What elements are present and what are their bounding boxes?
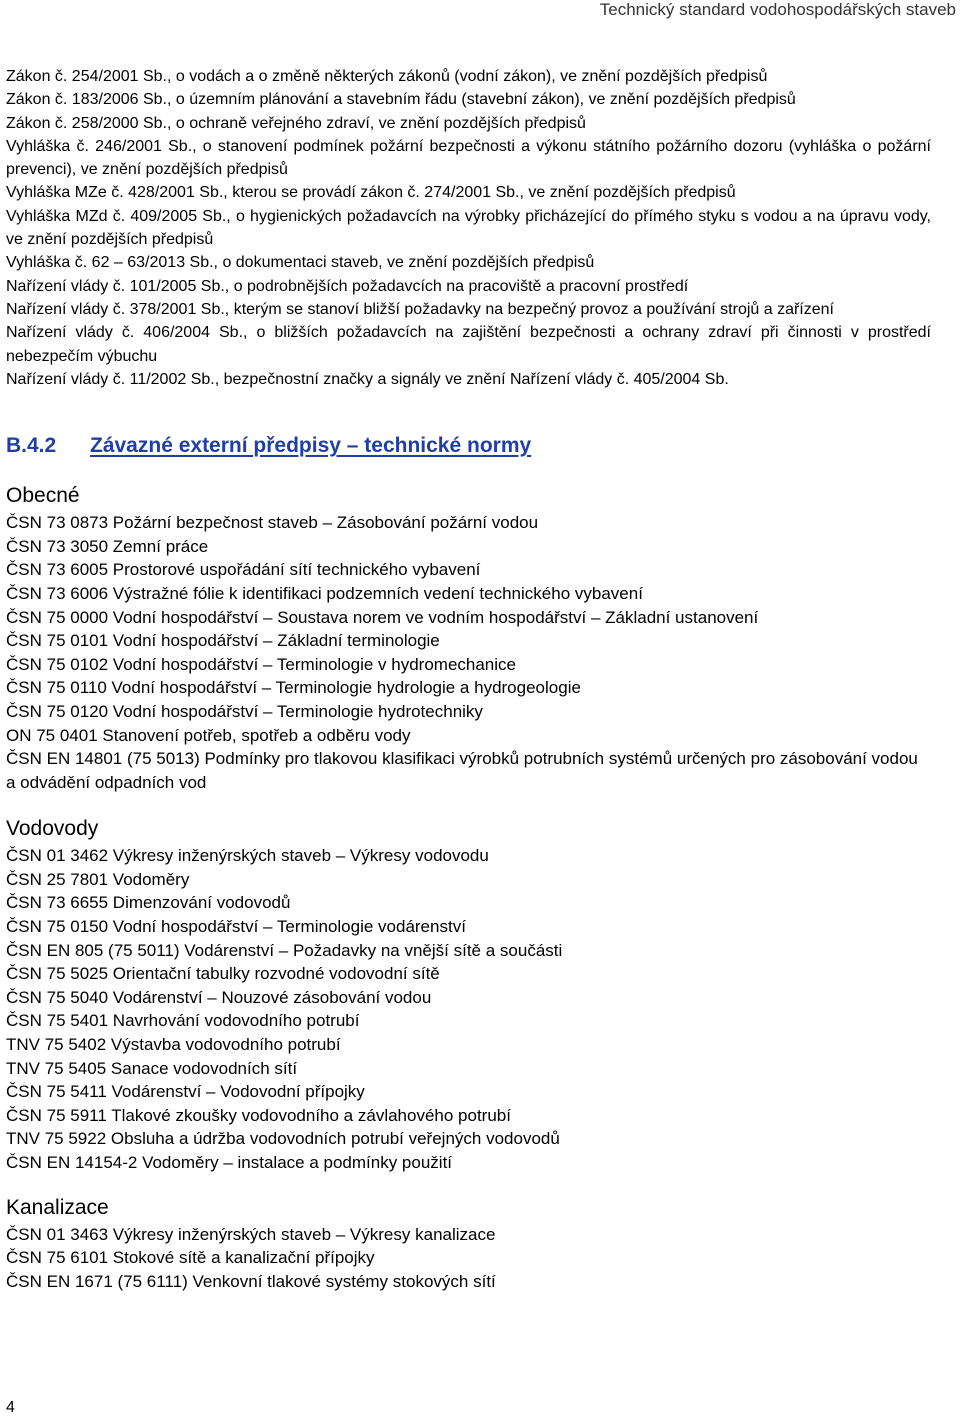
standards-list-obecne	[6, 511, 931, 794]
law-item: Nařízení vlády č. 406/2004 Sb., o bližších požadavcích na zajištění bezpečnosti a ochrany zdraví při činnosti v prostředí nebezpečím výbuchu	[6, 324, 931, 365]
law-item: Zákon č. 183/2006 Sb., o územním plánování a stavebním řádu (stavební zákon), ve znění pozdějších předpisů	[6, 91, 796, 109]
standard-item: ČSN EN 805 (75 5011) Vodárenství – Požadavky na vnější sítě a součásti	[6, 940, 563, 960]
standard-item: ČSN 25 7801 Vodoměry	[6, 869, 190, 889]
standard-item: ČSN 73 3050 Zemní práce	[6, 536, 209, 556]
standard-item: ČSN 75 0102 Vodní hospodářství – Terminologie v hydromechanice	[6, 654, 516, 674]
standard-item: ČSN EN 14154-2 Vodoměry – instalace a podmínky použití	[6, 1153, 453, 1172]
section-title: Závazné externí předpisy – technické normy	[90, 434, 532, 458]
standard-item: ČSN 75 5040 Vodárenství – Nouzové zásobování vodou	[6, 987, 432, 1007]
group-obecne	[6, 483, 931, 794]
group-kanalizace	[6, 1195, 931, 1294]
law-item: Zákon č. 254/2001 Sb., o vodách a o změně některých zákonů (vodní zákon), ve znění pozdějších předpisů	[6, 68, 768, 85]
standard-item: ČSN EN 14801 (75 5013) Podmínky pro tlakovou klasifikaci výrobků potrubních systémů určených pro zásobování vodou a odvádění odpadních vod	[6, 749, 918, 792]
standard-item: TNV 75 5405 Sanace vodovodních sítí	[6, 1058, 298, 1078]
standard-item: ČSN 73 0873 Požární bezpečnost staveb – Zásobování požární vodou	[6, 513, 539, 533]
standard-item: ČSN 75 0000 Vodní hospodářství – Soustava norem ve vodním hospodářství – Základní ustanovení	[6, 607, 759, 627]
section-heading	[6, 432, 931, 460]
standard-item: ČSN 75 0110 Vodní hospodářství – Terminologie hydrologie a hydrogeologie	[6, 678, 581, 698]
standard-item: ON 75 0401 Stanovení potřeb, spotřeb a odběru vody	[6, 725, 411, 745]
standard-item: ČSN 01 3462 Výkresy inženýrských staveb – Výkresy vodovodu	[6, 846, 489, 866]
law-item: Vyhláška MZe č. 428/2001 Sb., kterou se provádí zákon č. 274/2001 Sb., ve znění pozdějších předpisů	[6, 184, 736, 202]
law-item: Vyhláška č. 246/2001 Sb., o stanovení podmínek požární bezpečnosti a výkonu státního požárního dozoru (vyhláška o požární prevenci), ve znění pozdějších předpisů	[6, 137, 931, 179]
standard-item: TNV 75 5402 Výstavba vodovodního potrubí	[6, 1035, 341, 1055]
standard-item: ČSN 75 0150 Vodní hospodářství – Terminologie vodárenství	[6, 917, 466, 937]
standard-item: ČSN 75 6101 Stokové sítě a kanalizační přípojky	[6, 1248, 375, 1268]
standard-item: ČSN 75 0101 Vodní hospodářství – Základní terminologie	[6, 631, 440, 651]
group-title-vodovody: Vodovody	[6, 817, 99, 841]
section-number: B.4.2	[6, 434, 57, 458]
law-item: Vyhláška č. 62 – 63/2013 Sb., o dokumentaci staveb, ve znění pozdějších předpisů	[6, 254, 595, 272]
standard-item: ČSN 75 5411 Vodárenství – Vodovodní přípojky	[6, 1082, 365, 1102]
standard-item: ČSN EN 1671 (75 6111) Venkovní tlakové systémy stokových sítí	[6, 1271, 496, 1291]
laws-list	[6, 65, 931, 391]
standard-item: ČSN 73 6005 Prostorové uspořádání sítí technického vybavení	[6, 560, 481, 580]
law-item: Vyhláška MZd č. 409/2005 Sb., o hygienických požadavcích na výrobky přicházející do přímého styku s vodou a na úpravu vody, ve znění pozdějších předpisů	[6, 207, 931, 249]
standards-list-kanalizace	[6, 1223, 931, 1294]
standard-item: ČSN 75 5401 Navrhování vodovodního potrubí	[6, 1011, 360, 1031]
standard-item: ČSN 75 5025 Orientační tabulky rozvodné vodovodní sítě	[6, 964, 440, 984]
standard-item: TNV 75 5922 Obsluha a údržba vodovodních potrubí veřejných vodovodů	[6, 1129, 560, 1149]
standard-item: ČSN 73 6655 Dimenzování vodovodů	[6, 893, 291, 913]
group-title-kanalizace: Kanalizace	[6, 1195, 109, 1219]
standard-item: ČSN 73 6006 Výstražné fólie k identifikaci podzemních vedení technického vybavení	[6, 583, 643, 603]
law-item: Nařízení vlády č. 101/2005 Sb., o podrobnějších požadavcích na pracoviště a pracovní prostředí	[6, 277, 689, 295]
law-item: Nařízení vlády č. 11/2002 Sb., bezpečnostní značky a signály ve znění Nařízení vlády č. 405/2004 Sb.	[6, 370, 729, 388]
standard-item: ČSN 75 0120 Vodní hospodářství – Terminologie hydrotechniky	[6, 701, 483, 721]
standard-item: ČSN 01 3463 Výkresy inženýrských staveb – Výkresy kanalizace	[6, 1224, 496, 1244]
law-item: Nařízení vlády č. 378/2001 Sb., kterým se stanoví bližší požadavky na bezpečný provoz a používání strojů a zařízení	[6, 300, 834, 318]
running-header: Technický standard vodohospodářských staveb	[599, 0, 956, 19]
standard-item: ČSN 75 5911 Tlakové zkoušky vodovodního a závlahového potrubí	[6, 1105, 511, 1125]
page-number: 4	[6, 1399, 15, 1416]
group-title-obecne: Obecné	[6, 484, 80, 508]
standards-list-vodovody	[6, 844, 931, 1174]
document-body	[6, 65, 931, 1293]
group-vodovody	[6, 816, 931, 1174]
law-item: Zákon č. 258/2000 Sb., o ochraně veřejného zdraví, ve znění pozdějších předpisů	[6, 114, 586, 132]
